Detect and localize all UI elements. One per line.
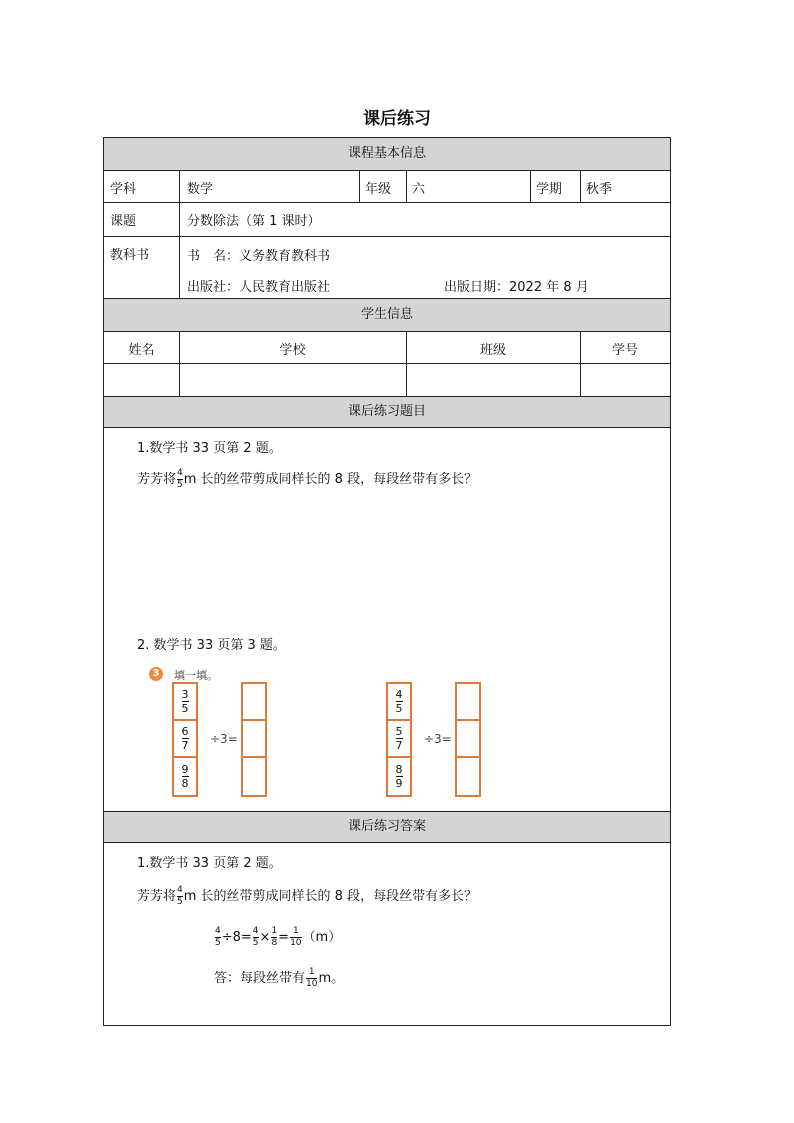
student-col-id: 学号 — [611, 343, 638, 358]
exercise-sheet-table — [103, 137, 671, 1026]
fraction-box: $\frac{9}{8}$ — [181, 763, 189, 790]
student-col-class: 班级 — [479, 343, 506, 358]
subject-value: 数学 — [187, 182, 214, 197]
answer-box[interactable] — [457, 721, 479, 758]
answer-box[interactable] — [243, 684, 265, 721]
grade-label: 年级 — [365, 182, 392, 197]
exercise-body — [104, 428, 670, 812]
answer-body — [104, 843, 670, 1025]
course-row-textbook — [104, 237, 670, 299]
student-columns-row — [104, 332, 670, 364]
fraction-box: $\frac{3}{5}$ — [174, 684, 196, 721]
student-name-input[interactable] — [104, 364, 179, 396]
exercise-number-badge: 3 — [149, 667, 163, 681]
question-1-title: 1.数学书 33 页第 2 题。 — [137, 441, 282, 456]
fill-in-instruction: 填一填。 — [174, 669, 218, 682]
student-school-input[interactable] — [179, 364, 406, 396]
answer-box[interactable] — [243, 758, 265, 795]
publisher: 出版社：人民教育出版社 — [187, 280, 331, 295]
term-label: 学期 — [536, 182, 563, 197]
answer-1-equation: $\frac{4}{5}$ ÷8= $\frac{4}{5}$ × $\frac{1}{8}$ = $\frac{1}{10}$ （m） — [215, 926, 342, 948]
topic-value: 分数除法（第 1 课时） — [187, 214, 321, 229]
fraction: $\frac{4}{5}$ — [177, 885, 183, 907]
question-2-title: 2. 数学书 33 页第 3 题。 — [137, 638, 286, 653]
page-title: 课后练习 — [363, 109, 431, 129]
subject-label: 学科 — [110, 182, 137, 197]
textbook-label: 教科书 — [110, 248, 150, 263]
fraction-box: $\frac{8}{9}$ — [395, 763, 403, 790]
fraction-box: $\frac{5}{7}$ — [388, 721, 410, 758]
answer-1-question: 芳芳将 $\frac{4}{5}$ m 长的丝带剪成同样长的 8 段，每段丝带有多长？ — [137, 885, 478, 907]
student-info-header — [104, 299, 670, 332]
fraction-column-right — [386, 682, 412, 797]
student-info-header-label: 学生信息 — [360, 307, 413, 322]
topic-label: 课题 — [110, 214, 137, 229]
divide-operator-right: ÷3= — [424, 732, 452, 746]
course-row-subject — [104, 171, 670, 203]
answer-box[interactable] — [457, 684, 479, 721]
divide-operator-left: ÷3= — [210, 732, 238, 746]
exercise-header — [104, 397, 670, 428]
answer-1-title: 1.数学书 33 页第 2 题。 — [137, 856, 282, 871]
fraction-box: $\frac{6}{7}$ — [174, 721, 196, 758]
student-col-name: 姓名 — [128, 343, 155, 358]
answer-header — [104, 812, 670, 843]
fraction: $\frac{4}{5}$ — [177, 468, 183, 490]
student-col-school: 学校 — [279, 343, 306, 358]
fraction: $\frac{1}{10}$ — [306, 967, 318, 989]
fraction-box: $\frac{4}{5}$ — [388, 684, 410, 721]
grade-value: 六 — [412, 182, 426, 197]
answer-header-label: 课后练习答案 — [347, 819, 426, 834]
student-id-input[interactable] — [580, 364, 670, 396]
course-info-header-label: 课程基本信息 — [347, 146, 426, 161]
question-1-text: 芳芳将 $\frac{4}{5}$ m 长的丝带剪成同样长的 8 段，每段丝带有多长？ — [137, 468, 478, 490]
answer-1-final: 答：每段丝带有 $\frac{1}{10}$ m。 — [214, 967, 345, 989]
fraction-column-left — [172, 682, 198, 797]
answer-box[interactable] — [457, 758, 479, 795]
course-row-topic — [104, 203, 670, 237]
course-info-header — [104, 138, 670, 171]
answer-box[interactable] — [243, 721, 265, 758]
answer-column-left — [241, 682, 267, 797]
student-class-input[interactable] — [406, 364, 580, 396]
student-input-row — [104, 364, 670, 397]
term-value: 秋季 — [586, 182, 613, 197]
publish-date: 出版日期：2022 年 8 月 — [444, 280, 589, 295]
answer-column-right — [455, 682, 481, 797]
book-name: 书 名：义务教育教科书 — [187, 249, 331, 264]
exercise-header-label: 课后练习题目 — [347, 404, 426, 419]
